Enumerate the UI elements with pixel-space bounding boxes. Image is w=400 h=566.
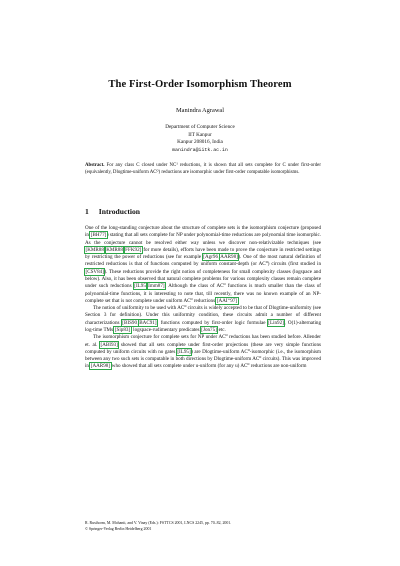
body-text-run: ). One of the most natural definition of restricted reductions is that of functions computed by uniform constant-depth (or AC⁰) circuits (first studied in: [85, 254, 321, 268]
body-text-run: . Although the class of AC⁰ functions is much smaller than the class of polynomial-time functions, it is interesting to note that, till recently, there was no known example of an NP-complete set that is not complete under uniform AC⁰ reductions: [85, 283, 322, 304]
citation-link[interactable]: [BIS90: [122, 319, 137, 326]
footer-line-1: R. Rusthorm, M. Mohanti, and V. Vinay (Eds.): FSTTCS 2001, LNCS 2245, pp. 70–82, 2001.: [85, 521, 232, 525]
section-heading: [85, 207, 140, 216]
citation-link[interactable]: [CSV84]: [85, 268, 104, 275]
affiliation-dept: Department of Computer Science: [165, 124, 235, 130]
citation-link[interactable]: FFK92]: [125, 246, 142, 253]
affiliation-institution: IIT Kanpur: [188, 131, 212, 138]
body-text-run: ,: [137, 319, 139, 326]
abstract: [85, 162, 321, 177]
author-name: Manindra Agrawal: [175, 107, 225, 114]
citation-link[interactable]: AAR98]: [220, 254, 238, 261]
body-paragraph: [85, 334, 321, 370]
affiliation-block: [0, 124, 400, 154]
citation-link[interactable]: [IL95: [134, 283, 146, 290]
body-text-run: : functions computed by first-order logic formulae: [157, 319, 268, 326]
citation-link[interactable]: [AAI⁺97]: [216, 297, 238, 304]
body-text-run: showed that all sets complete under first-order projections (these are very simple functions computed by uniform circuits with no gates: [85, 341, 321, 355]
body-text: [85, 225, 321, 371]
body-text-run: for more details), efforts have been made to prove the conjecture in restricted settings by restricting the power of reductions (see for example: [85, 246, 321, 261]
body-text-run: , logspace-rudimentary predicates: [130, 326, 201, 333]
body-text-run: , O(1)-alternating log-time TMs: [85, 319, 321, 333]
footer-note: [85, 521, 321, 532]
paper-title: The First-Order Isomorphism Theorem: [108, 79, 292, 90]
author-email[interactable]: manindra@iitk.ac.in: [172, 147, 228, 153]
citation-link[interactable]: [ABI93]: [100, 341, 118, 348]
body-text-run: ,: [218, 254, 220, 261]
body-text-run: who showed that all sets complete under u-uniform (for any u) AC⁰ reductions are non-uniform: [110, 363, 307, 370]
body-text-run: The notion of uniformity to be used with AC⁰ circuits is widely accepted to be that of Dlogtime-uniformity (see Section 3 for definition). Under this uniformity condition, these circuits admit a number of different characterizations: [85, 305, 321, 326]
citation-link[interactable]: Imm87]: [148, 283, 165, 290]
citation-link[interactable]: KMR88: [106, 246, 123, 253]
abstract-text: For any class C closed under NC¹ reductions, it is shown that all sets complete for C under first-order (equivalently, Dlogtime-uniform AC⁰) reductions are isomorphic under first-order computable isomorphisms.: [85, 163, 321, 176]
abstract-label: Abstract.: [85, 163, 105, 168]
body-text-run: One of the long-standing conjecture about the structure of complete sets is the isomorphism conjecture (proposed in: [85, 225, 321, 239]
footer-line-2: © Springer-Verlag Berlin Heidelberg 2001: [85, 526, 152, 531]
body-text-run: .: [237, 297, 239, 304]
body-text-run: ,: [104, 246, 106, 253]
body-text-run: ) stating that all sets complete for NP under polynomial-time reductions are polynomial time isomorphic. As the conjecture cannot be resolved either way unless we discover non-relativizable techniques (see: [85, 232, 321, 246]
citation-link[interactable]: [KMR88: [85, 246, 104, 253]
body-text-run: ,: [146, 283, 148, 290]
citation-link[interactable]: [Jon75]: [201, 326, 217, 333]
citation-link[interactable]: BAC91]: [139, 319, 157, 326]
section-title: Introduction: [98, 207, 141, 216]
body-paragraph: [85, 225, 321, 305]
affiliation-city: Kanpur 208016, India: [177, 139, 223, 146]
body-text-run: ,: [123, 246, 125, 253]
section-number: 1: [85, 207, 89, 216]
body-text-run: ) are Dlogtime-uniform AC⁰-isomorphic (i.e., the isomorphism between any two such sets is computable in both directions by Dlogtime-uniform AC⁰ circuits). This was improved in: [85, 348, 321, 370]
body-text-run: etc.: [217, 326, 226, 333]
body-paragraph: [85, 305, 321, 334]
body-text-run: ). These reductions provide the right notion of completeness for small complexity classes (logspace and below). Also, it has been observed that natural complete problems for various complexity classes remain complete under such reductions: [85, 268, 321, 290]
citation-link[interactable]: [IL95]: [177, 348, 191, 355]
citation-link[interactable]: [BH77]: [90, 232, 107, 239]
citation-link[interactable]: [Sip83]: [114, 326, 131, 333]
citation-link[interactable]: [AAR98]: [90, 363, 110, 370]
body-text-run: The isomorphism conjecture for complete sets for NP under AC⁰ reductions has been studied before. Allender et. al.: [85, 334, 321, 348]
citation-link[interactable]: [Lin92]: [268, 319, 284, 326]
citation-link[interactable]: [Agr96: [203, 254, 219, 261]
